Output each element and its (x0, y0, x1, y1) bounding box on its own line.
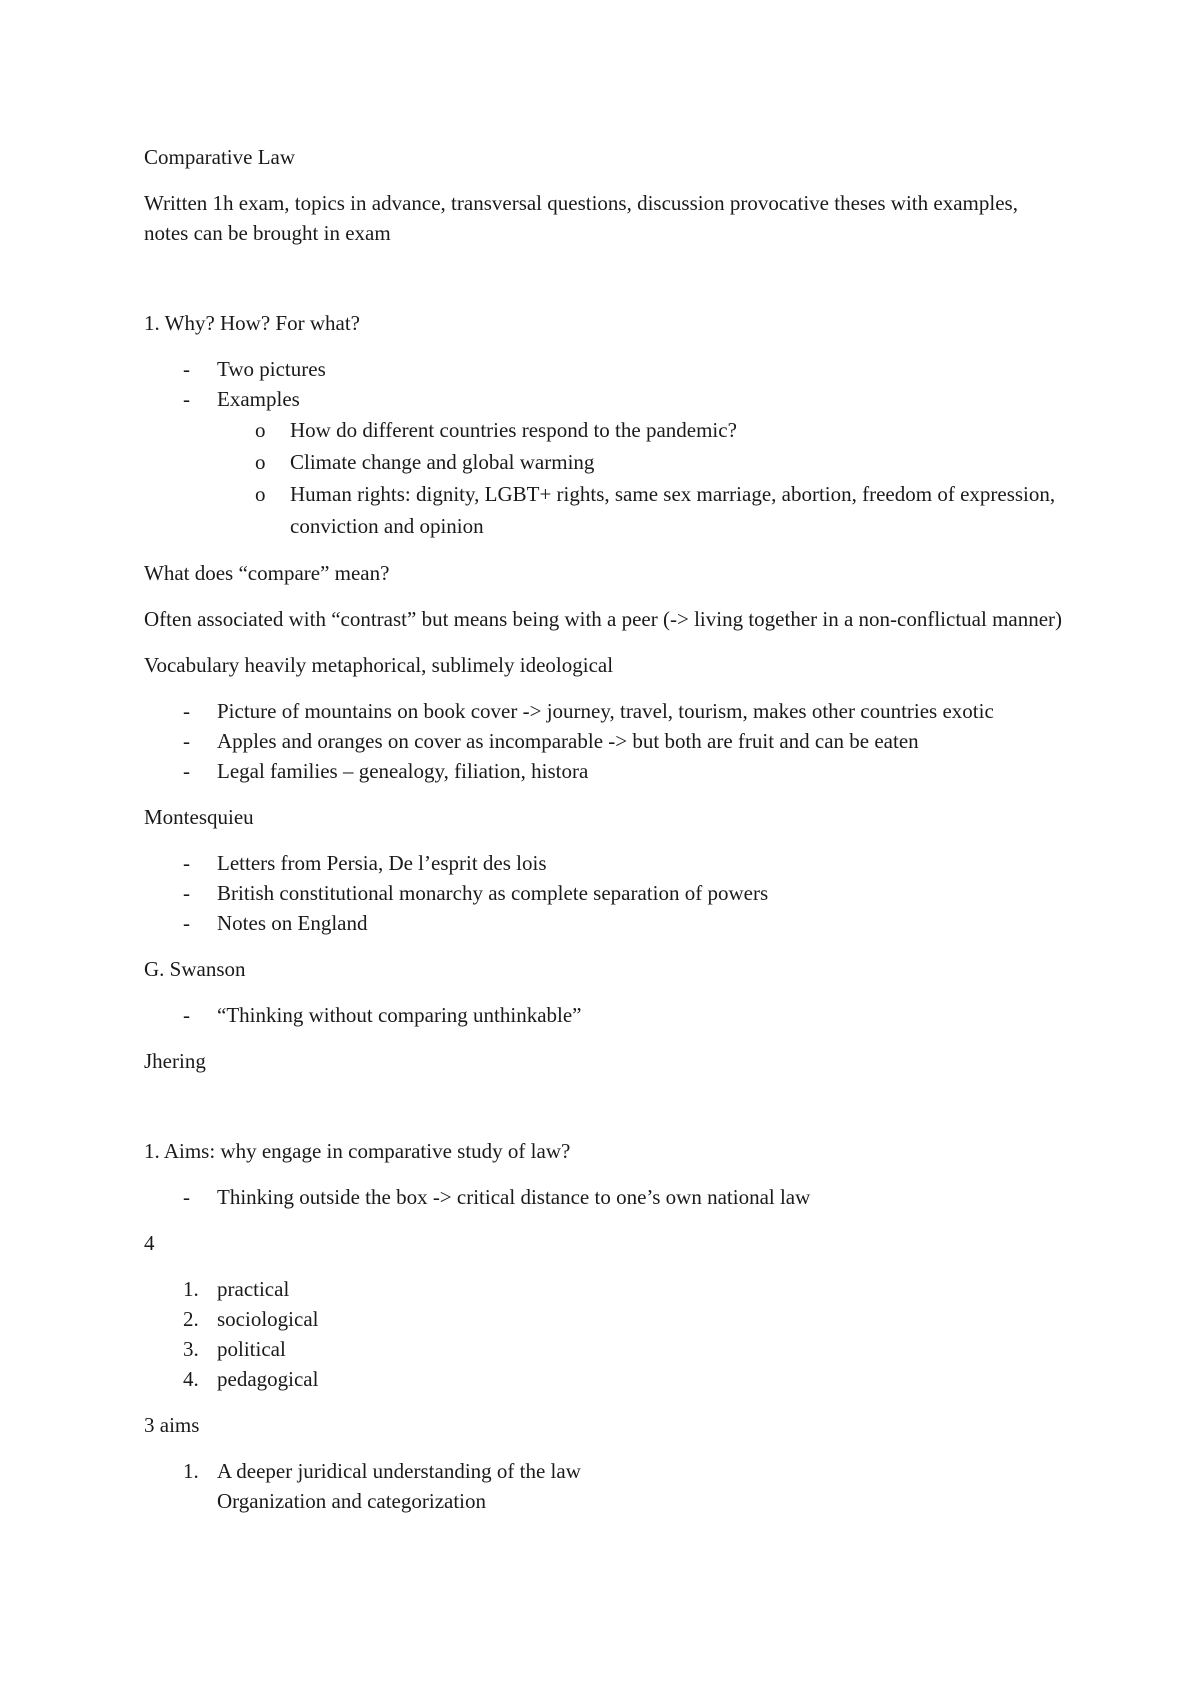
section1-list (144, 354, 1064, 542)
three-aims-list (144, 1456, 1064, 1516)
numbered-item-text: practical (217, 1277, 290, 1301)
list-item (144, 1182, 1064, 1212)
dash-marker: - (183, 851, 190, 875)
list-item-text: Legal families – genealogy, filiation, histora (217, 759, 589, 783)
numbered-item (144, 1274, 1064, 1304)
spacer (144, 264, 1064, 308)
dash-marker: - (183, 357, 190, 381)
number-marker: 3. (183, 1337, 199, 1361)
sublist-item (217, 446, 1064, 478)
list-item-text: Apples and oranges on cover as incomparable -> but both are fruit and can be eaten (217, 729, 919, 753)
compare-answer: Often associated with “contrast” but means being with a peer (-> living together in a non-conflictual manner) (144, 607, 1063, 631)
dash-marker: - (183, 729, 190, 753)
numbered-item-subtext: Organization and categorization (217, 1489, 487, 1513)
montesquieu-list (144, 848, 1064, 938)
list-item-text: Letters from Persia, De l’esprit des lois (217, 851, 547, 875)
aims-list (144, 1182, 1064, 1212)
dash-marker: - (183, 881, 190, 905)
list-item (144, 384, 1064, 542)
numbered-item-text: political (217, 1337, 286, 1361)
dash-marker: - (183, 387, 190, 411)
list-item (144, 848, 1064, 878)
list-item (144, 1000, 1064, 1030)
list-item-text: “Thinking without comparing unthinkable” (217, 1003, 582, 1027)
list-item (144, 878, 1064, 908)
dash-marker: - (183, 759, 190, 783)
intro-paragraph: Written 1h exam, topics in advance, transversal questions, discussion provocative theses with examples, notes can be brought in exam (144, 191, 1018, 245)
number-marker: 2. (183, 1307, 199, 1331)
swanson-heading: G. Swanson (144, 957, 246, 981)
numbered-item (144, 1334, 1064, 1364)
sublist-item-text: How do different countries respond to the pandemic? (290, 418, 737, 442)
list-item (144, 756, 1064, 786)
examples-sublist (217, 414, 1064, 542)
dash-marker: - (183, 1185, 190, 1209)
numbered-item (144, 1456, 1064, 1516)
list-item-text: British constitutional monarchy as complete separation of powers (217, 881, 769, 905)
number-marker: 1. (183, 1459, 199, 1483)
document-body (144, 142, 1064, 1532)
compare-question: What does “compare” mean? (144, 561, 390, 585)
three-aims-heading: 3 aims (144, 1413, 200, 1437)
four-list (144, 1274, 1064, 1394)
list-item-text: Picture of mountains on book cover -> journey, travel, tourism, makes other countries exotic (217, 699, 994, 723)
dash-marker: - (183, 1003, 190, 1027)
dash-marker: - (183, 699, 190, 723)
jhering-heading: Jhering (144, 1049, 206, 1073)
sublist-item-text: Climate change and global warming (290, 450, 595, 474)
list-item-text: Thinking outside the box -> critical distance to one’s own national law (217, 1185, 811, 1209)
circle-marker: o (255, 450, 266, 474)
circle-marker: o (255, 418, 266, 442)
sublist-item (217, 478, 1064, 542)
list-item-text: Notes on England (217, 911, 368, 935)
list-item (144, 908, 1064, 938)
list-item-text: Examples (217, 387, 300, 411)
sublist-item-text: Human rights: dignity, LGBT+ rights, same sex marriage, abortion, freedom of expression, conviction and opinion (290, 482, 1056, 538)
four-heading: 4 (144, 1231, 155, 1255)
numbered-item (144, 1304, 1064, 1334)
aims-heading: 1. Aims: why engage in comparative study of law? (144, 1139, 571, 1163)
list-item-text: Two pictures (217, 357, 326, 381)
list-item (144, 726, 1064, 756)
dash-marker: - (183, 911, 190, 935)
section1-heading: 1. Why? How? For what? (144, 311, 360, 335)
number-marker: 1. (183, 1277, 199, 1301)
list-item (144, 354, 1064, 384)
numbered-item-text: pedagogical (217, 1367, 319, 1391)
montesquieu-heading: Montesquieu (144, 805, 254, 829)
numbered-item (144, 1364, 1064, 1394)
document-title: Comparative Law (144, 145, 296, 169)
list-item (144, 696, 1064, 726)
swanson-list (144, 1000, 1064, 1030)
numbered-item-text: A deeper juridical understanding of the law (217, 1459, 581, 1483)
vocab-heading: Vocabulary heavily metaphorical, sublimely ideological (144, 653, 614, 677)
sublist-item (217, 414, 1064, 446)
vocab-list (144, 696, 1064, 786)
number-marker: 4. (183, 1367, 199, 1391)
spacer (144, 1092, 1064, 1136)
circle-marker: o (255, 482, 266, 506)
numbered-item-text: sociological (217, 1307, 319, 1331)
